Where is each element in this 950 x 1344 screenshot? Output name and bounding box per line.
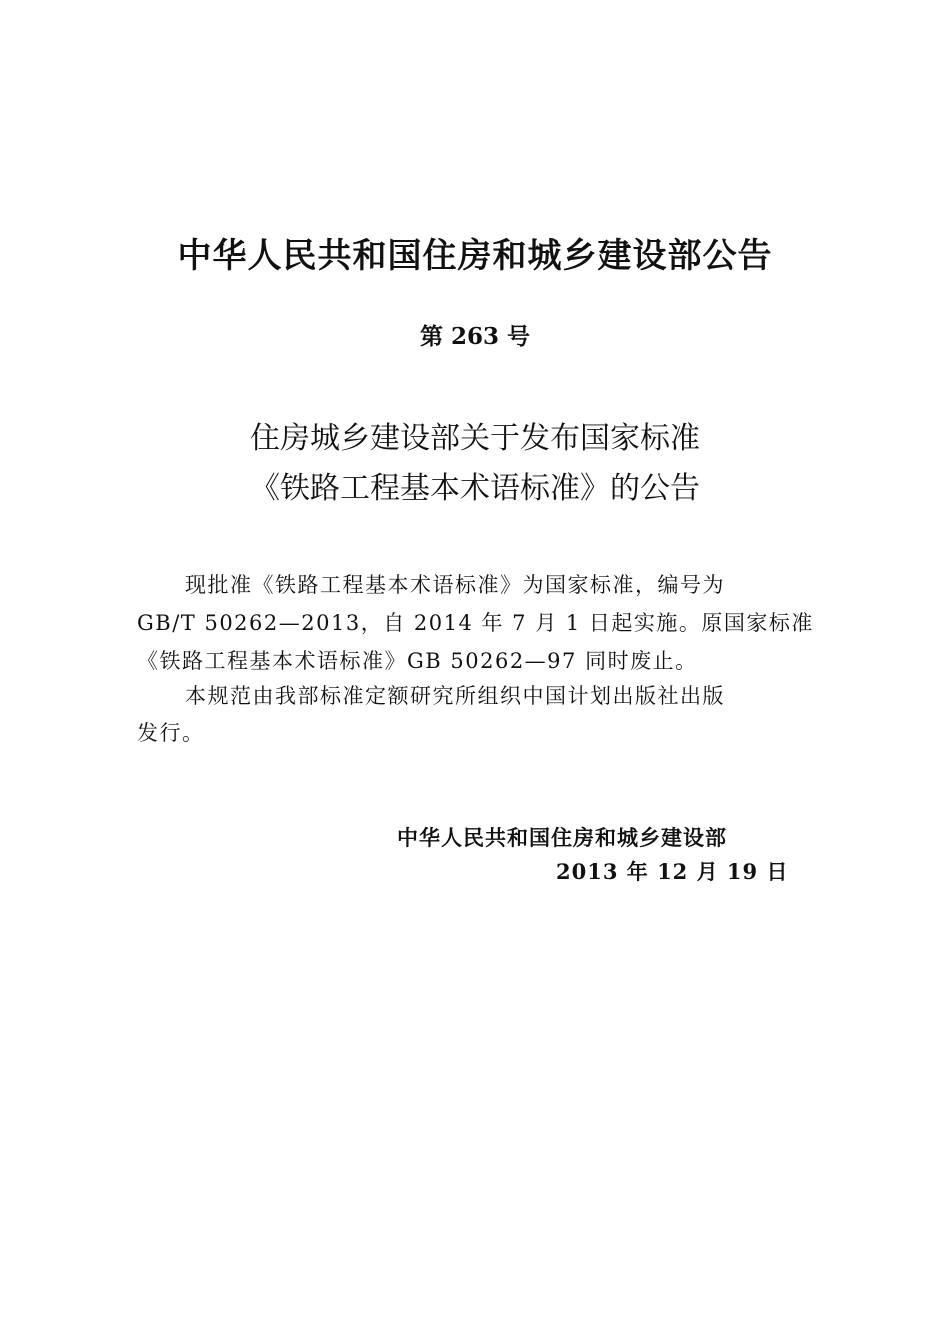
body-paragraph-2-line-2: 发行。 xyxy=(137,721,205,745)
body-paragraph-2-line-1: 本规范由我部标准定额研究所组织中国计划出版社出版 xyxy=(185,684,725,708)
announcement-number: 第 263 号 xyxy=(419,323,531,350)
body-paragraph-1-line-2: GB/T 50262—2013，自 2014 年 7 月 1 日起实施。原国家标准 xyxy=(137,611,814,635)
announcement-subtitle-line-1: 住房城乡建设部关于发布国家标准 xyxy=(250,421,700,456)
issue-date: 2013 年 12 月 19 日 xyxy=(556,859,789,884)
body-paragraph-1-line-1: 现批准《铁路工程基本术语标准》为国家标准，编号为 xyxy=(185,573,725,597)
issuer-signature: 中华人民共和国住房和城乡建设部 xyxy=(397,826,727,850)
body-paragraph-1-line-3: 《铁路工程基本术语标准》GB 50262—97 同时废止。 xyxy=(137,649,698,673)
announcement-title: 中华人民共和国住房和城乡建设部公告 xyxy=(177,236,773,276)
announcement-subtitle-line-2: 《铁路工程基本术语标准》的公告 xyxy=(250,471,700,506)
